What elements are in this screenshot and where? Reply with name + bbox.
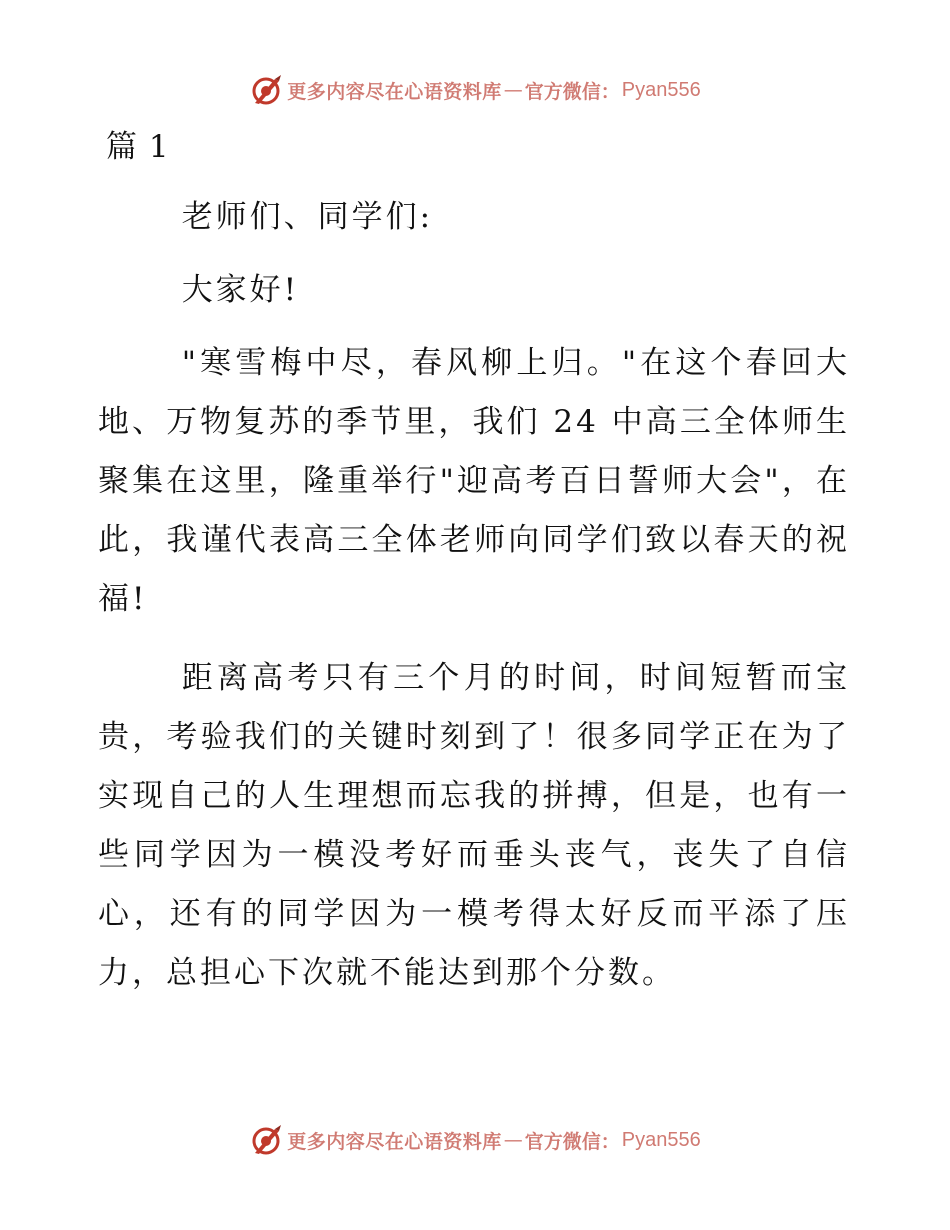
footer-wechat-id: Pyan556 — [621, 1128, 701, 1151]
paragraph-1: "寒雪梅中尽，春风柳上归。"在这个春回大地、万物复苏的季节里，我们 24 中高三全体师生聚集在这里，隆重举行"迎高考百日誓师大会"，在此，我谨代表高三全体老师向同学们致以春天的祝福! — [98, 345, 851, 617]
header-slogan: 更多内容尽在心语资料库 — [287, 80, 502, 103]
footer-banner — [0, 1120, 950, 1160]
greeting-line: 老师们、同学们: — [181, 199, 434, 235]
document-body — [98, 122, 850, 1003]
section-title: 篇 1 — [106, 129, 170, 165]
footer-slogan: 更多内容尽在心语资料库 — [287, 1130, 502, 1153]
salutation-line: 大家好! — [181, 272, 300, 308]
header-wechat-id: Pyan556 — [621, 78, 701, 101]
quill-pen-seal-icon — [249, 73, 283, 107]
header-banner — [0, 70, 950, 110]
header-wechat-label: 官方微信： — [524, 80, 620, 103]
header-separator: — — [503, 79, 523, 101]
footer-separator: — — [503, 1129, 523, 1151]
footer-wechat-label: 官方微信： — [524, 1130, 620, 1153]
quill-pen-seal-icon — [249, 1123, 283, 1157]
paragraph-2: 距离高考只有三个月的时间，时间短暂而宝贵，考验我们的关键时刻到了！很多同学正在为了实现自己的人生理想而忘我的拼搏，但是，也有一些同学因为一模没考好而垂头丧气，丧失了自信心，还有的同学因为一模考得太好反而平添了压力，总担心下次就不能达到那个分数。 — [98, 660, 850, 991]
